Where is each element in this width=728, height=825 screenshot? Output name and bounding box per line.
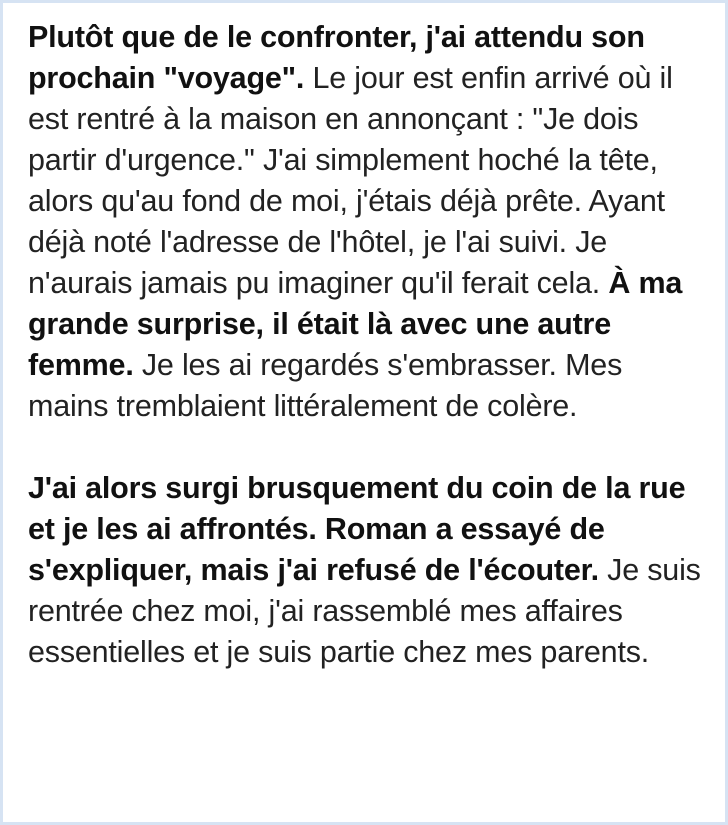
paragraph-confrontation-outcome — [28, 468, 706, 673]
paragraph-confrontation-plan — [28, 17, 706, 427]
paragraph-1-bold-surprise: À ma grande surprise, il était là avec une autre femme. — [28, 266, 683, 382]
paragraph-2-regular-ending: Je suis rentrée chez moi, j'ai rassemblé mes affaires essentielles et je suis partie chez mes parents. — [28, 553, 701, 669]
paragraph-1-regular-text: Le jour est enfin arrivé où il est rentré à la maison en annonçant : "Je dois partir d'urgence." J'ai simplement hoché la tête, alors qu'au fond de moi, j'étais déjà prête. Ayant déjà noté l'adresse de l'hôtel, je l'ai suivi. Je n'aurais jamais pu imaginer qu'il ferait cela. — [28, 61, 673, 300]
paragraph-1-regular-ending: Je les ai regardés s'embrasser. Mes mains tremblaient littéralement de colère. — [28, 348, 623, 423]
article-body — [28, 17, 706, 673]
paragraph-1-bold-intro: Plutôt que de le confronter, j'ai attendu son prochain "voyage". — [28, 20, 645, 95]
paragraph-2-bold-intro: J'ai alors surgi brusquement du coin de la rue et je les ai affrontés. Roman a essayé de s'expliquer, mais j'ai refusé de l'écouter. — [28, 471, 686, 587]
